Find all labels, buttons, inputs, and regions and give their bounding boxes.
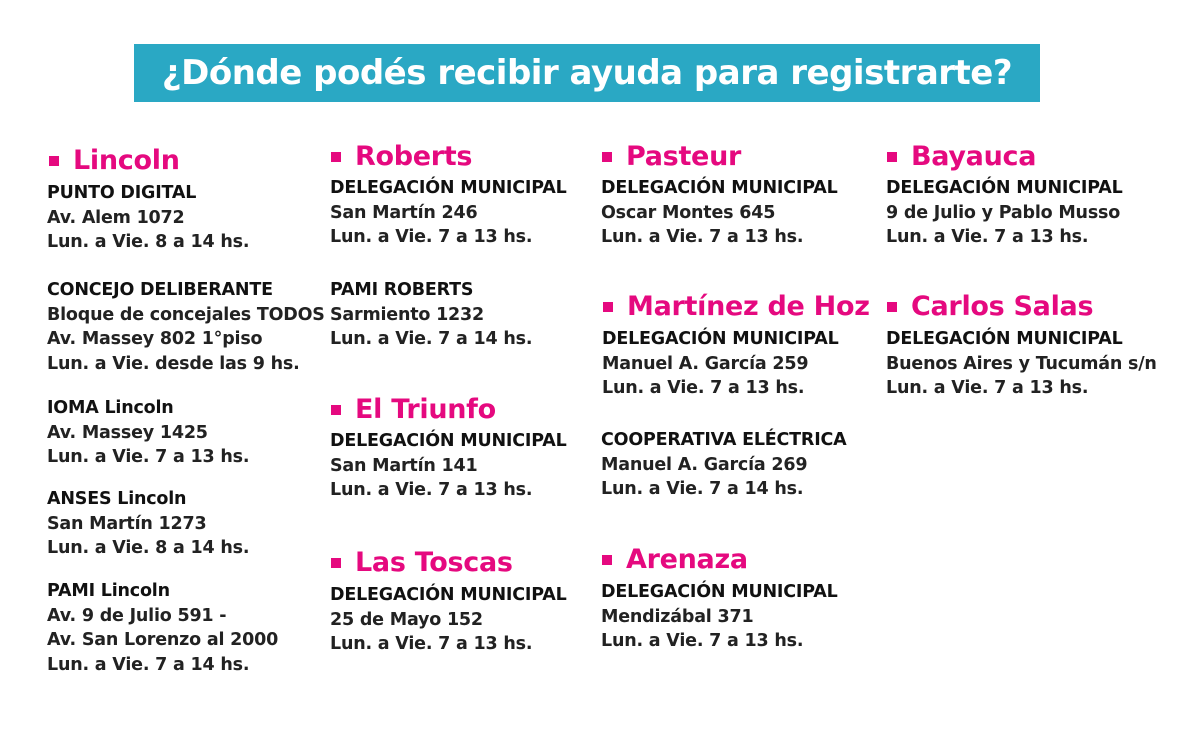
office-hours: Lun. a Vie. 7 a 13 hs. [886, 378, 1089, 398]
town-name: Lincoln [73, 145, 180, 176]
office-entry [47, 181, 249, 255]
office-name: DELEGACIÓN MUNICIPAL [601, 582, 838, 602]
office-entry [330, 278, 532, 352]
office-address: Av. 9 de Julio 591 - [47, 605, 227, 626]
office-address: San Martín 141 [330, 455, 478, 476]
square-bullet-icon [887, 152, 897, 162]
office-name: DELEGACIÓN MUNICIPAL [330, 431, 567, 451]
office-hours: Lun. a Vie. 7 a 13 hs. [330, 634, 533, 654]
office-address: Av. Massey 802 1°piso [47, 329, 263, 349]
office-name: DELEGACIÓN MUNICIPAL [330, 585, 567, 605]
office-hours: Lun. a Vie. 7 a 14 hs. [601, 479, 804, 499]
town-heading-el-triunfo [331, 395, 496, 425]
office-hours: Lun. a Vie. 7 a 14 hs. [330, 329, 533, 349]
office-name: CONCEJO DELIBERANTE [47, 280, 273, 300]
square-bullet-icon [887, 302, 897, 312]
square-bullet-icon [49, 156, 59, 166]
office-name: DELEGACIÓN MUNICIPAL [886, 329, 1123, 349]
office-name: IOMA Lincoln [47, 398, 174, 418]
office-entry [47, 396, 249, 470]
office-address: Buenos Aires y Tucumán s/n [886, 353, 1157, 374]
office-hours: Lun. a Vie. 7 a 14 hs. [47, 654, 250, 675]
office-name: DELEGACIÓN MUNICIPAL [886, 178, 1123, 198]
office-name: PAMI Lincoln [47, 581, 170, 601]
town-heading-las-toscas [331, 548, 513, 578]
town-heading-martinez-de-hoz [603, 292, 870, 322]
town-name: El Triunfo [355, 394, 496, 425]
page-title: ¿Dónde podés recibir ayuda para registrarte? [134, 44, 1040, 102]
town-heading-arenaza [602, 545, 748, 575]
town-heading-roberts [331, 142, 472, 172]
office-hours: Lun. a Vie. 7 a 13 hs. [601, 631, 804, 651]
town-heading-lincoln [49, 146, 180, 176]
square-bullet-icon [331, 152, 341, 162]
office-address: Sarmiento 1232 [330, 304, 484, 325]
office-hours: Lun. a Vie. desde las 9 hs. [47, 353, 300, 374]
office-entry [330, 176, 567, 250]
office-entry [601, 176, 838, 250]
office-name: ANSES Lincoln [47, 489, 187, 509]
office-name: PAMI ROBERTS [330, 280, 474, 300]
town-heading-pasteur [602, 142, 741, 172]
office-entry [47, 579, 278, 677]
office-address: Manuel A. García 259 [602, 353, 809, 374]
office-entry [47, 487, 249, 561]
office-address: Av. Alem 1072 [47, 207, 185, 228]
office-name: PUNTO DIGITAL [47, 183, 197, 203]
office-hours: Lun. a Vie. 7 a 13 hs. [886, 227, 1089, 247]
town-name: Roberts [355, 141, 473, 172]
square-bullet-icon [602, 152, 612, 162]
office-hours: Lun. a Vie. 8 a 14 hs. [47, 538, 250, 558]
town-name: Pasteur [626, 141, 742, 172]
office-name: DELEGACIÓN MUNICIPAL [330, 178, 567, 198]
office-address: Oscar Montes 645 [601, 202, 776, 223]
office-detail: Bloque de concejales TODOS [47, 304, 325, 325]
office-hours: Lun. a Vie. 7 a 13 hs. [47, 447, 250, 467]
office-address: 9 de Julio y Pablo Musso [886, 202, 1121, 223]
office-hours: Lun. a Vie. 7 a 13 hs. [602, 378, 805, 398]
office-entry [601, 428, 847, 502]
office-entry [886, 176, 1123, 250]
office-name: COOPERATIVA ELÉCTRICA [601, 430, 847, 450]
office-hours: Lun. a Vie. 8 a 14 hs. [47, 232, 250, 252]
office-entry [602, 327, 839, 401]
town-name: Carlos Salas [911, 291, 1094, 322]
town-heading-bayauca [887, 142, 1036, 172]
town-name: Arenaza [626, 544, 748, 575]
office-entry [330, 583, 567, 657]
town-name: Bayauca [911, 141, 1037, 172]
office-address: 25 de Mayo 152 [330, 609, 483, 630]
town-name: Martínez de Hoz [627, 291, 870, 322]
office-address: Manuel A. García 269 [601, 454, 808, 475]
office-address: Av. Massey 1425 [47, 422, 208, 443]
office-entry [601, 580, 838, 654]
square-bullet-icon [603, 302, 613, 312]
office-name: DELEGACIÓN MUNICIPAL [602, 329, 839, 349]
office-name: DELEGACIÓN MUNICIPAL [601, 178, 838, 198]
office-address: San Martín 1273 [47, 513, 207, 534]
office-hours: Lun. a Vie. 7 a 13 hs. [601, 227, 804, 247]
office-address: San Martín 246 [330, 202, 478, 223]
office-entry [330, 429, 567, 503]
office-hours: Lun. a Vie. 7 a 13 hs. [330, 227, 533, 247]
office-hours: Lun. a Vie. 7 a 13 hs. [330, 480, 533, 500]
office-address: Av. San Lorenzo al 2000 [47, 630, 279, 650]
square-bullet-icon [331, 405, 341, 415]
town-heading-carlos-salas [887, 292, 1093, 322]
office-entry [47, 278, 325, 376]
office-entry [886, 327, 1157, 401]
office-address: Mendizábal 371 [601, 606, 754, 627]
square-bullet-icon [602, 555, 612, 565]
town-name: Las Toscas [355, 547, 513, 578]
square-bullet-icon [331, 558, 341, 568]
